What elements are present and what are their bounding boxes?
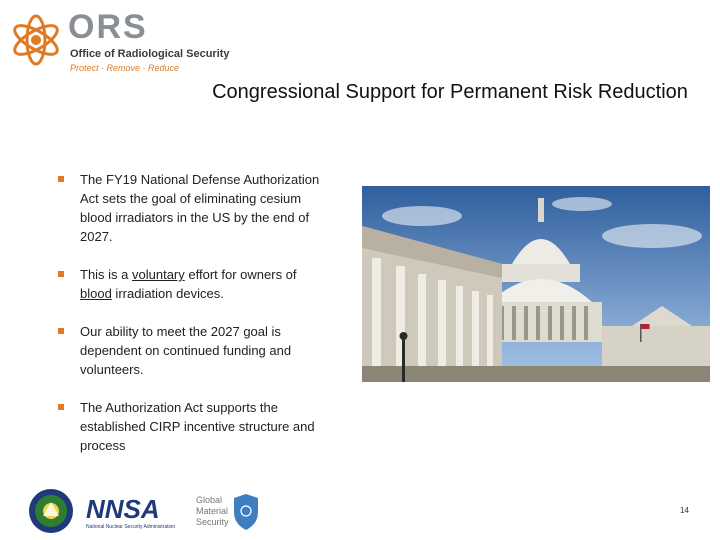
bullet-text: The FY19 National Defense Authorization Act sets the goal of eliminating cesium blood irradiators in the US by the end of 2027. [80,172,320,244]
nnsa-logo [86,494,175,530]
nnsa-subtext: National Nuclear Security Administration [86,524,176,530]
underlined-voluntary: voluntary [132,267,185,282]
underlined-blood: blood [80,286,112,301]
bullet-square-icon [58,271,64,277]
doe-seal-icon [29,489,73,533]
bullet-text-post: irradiation devices. [111,286,224,301]
nnsa-wordmark: NNSA [86,494,160,524]
bullet-item [58,265,328,303]
bullet-text: The Authorization Act supports the established CIRP incentive structure and process [80,400,315,453]
bullet-item [58,322,328,379]
bullet-text-pre: This is a [80,267,133,282]
bullet-item [58,398,328,455]
capitol-photo [362,186,710,382]
bullet-square-icon [58,404,64,410]
page-number: 14 [680,506,689,515]
org-tagline: Protect · Remove · Reduce [70,63,180,73]
org-name: Office of Radiological Security [70,48,230,60]
gms-logo [196,494,258,530]
bullet-list [58,170,328,474]
org-acronym: ORS [68,8,148,46]
atom-icon [8,12,64,68]
bullet-text: Our ability to meet the 2027 goal is dependent on continued funding and volunteers. [80,324,292,377]
bullet-square-icon [58,328,64,334]
ors-logo [8,8,238,73]
bullet-item [58,170,328,246]
bullet-text-mid: effort for owners of [184,267,297,282]
bullet-square-icon [58,176,64,182]
slide-title: Congressional Support for Permanent Risk Reduction [212,81,688,103]
gms-line-2: Material [196,506,229,516]
gms-line-1: Global [196,495,223,505]
footer-logos [28,488,268,534]
shield-icon [234,494,258,530]
gms-line-3: Security [196,517,229,527]
